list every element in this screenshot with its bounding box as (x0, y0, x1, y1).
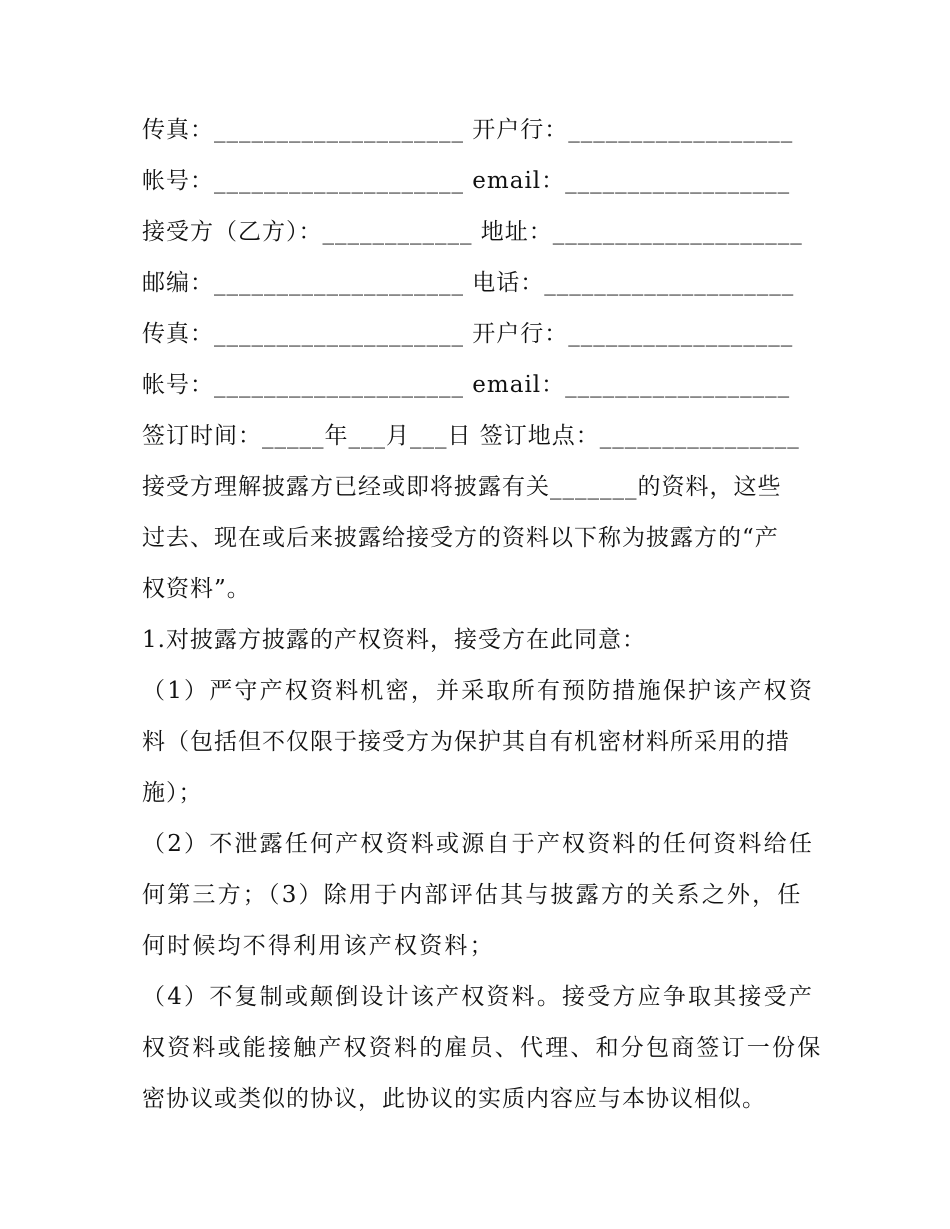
clause-heading: 1.对披露方披露的产权资料，接受方在此同意： (142, 627, 646, 653)
clause-item-line: 料（包括但不仅限于接受方为保护其自有机密材料所采用的措 (142, 729, 790, 755)
clause-item-line: 施）； (142, 780, 203, 806)
clause-item-line: 何第三方；（3）除用于内部评估其与披露方的关系之外，任 (142, 882, 803, 908)
fax-bank-line-2: 传真：____________________ 开户行：__________________ (142, 321, 794, 347)
signing-time-place-line: 签订时间：_____年___月___日 签订地点：________________ (142, 423, 800, 449)
clause-item-line: 密协议或类似的协议，此协议的实质内容应与本协议相似。 (142, 1086, 766, 1112)
clause-item-line: （4）不复制或颠倒设计该产权资料。接受方应争取其接受产 (142, 984, 815, 1010)
clause-item-line: （1）严守产权资料机密，并采取所有预防措施保护该产权资 (142, 678, 815, 704)
clause-item-line: （2）不泄露任何产权资料或源自于产权资料的任何资料给任 (142, 831, 815, 857)
account-email-line-2: 帐号：____________________ email：__________________ (142, 372, 791, 398)
account-email-line: 帐号：____________________ email：__________________ (142, 168, 791, 194)
fax-bank-line: 传真：____________________ 开户行：__________________ (142, 117, 794, 143)
body-paragraph-line: 权资料”。 (142, 576, 251, 602)
clause-item-line: 权资料或能接触产权资料的雇员、代理、和分包商签订一份保 (142, 1035, 823, 1061)
postcode-phone-line: 邮编：____________________ 电话：____________________ (142, 270, 795, 296)
body-paragraph-line: 接受方理解披露方已经或即将披露有关_______的资料，这些 (142, 474, 782, 500)
receiving-party-address-line: 接受方（乙方）：____________ 地址：____________________ (142, 219, 803, 245)
clause-item-line: 何时候均不得利用该产权资料； (142, 933, 495, 959)
body-paragraph-line: 过去、现在或后来披露给接受方的资料以下称为披露方的“产 (142, 525, 779, 551)
